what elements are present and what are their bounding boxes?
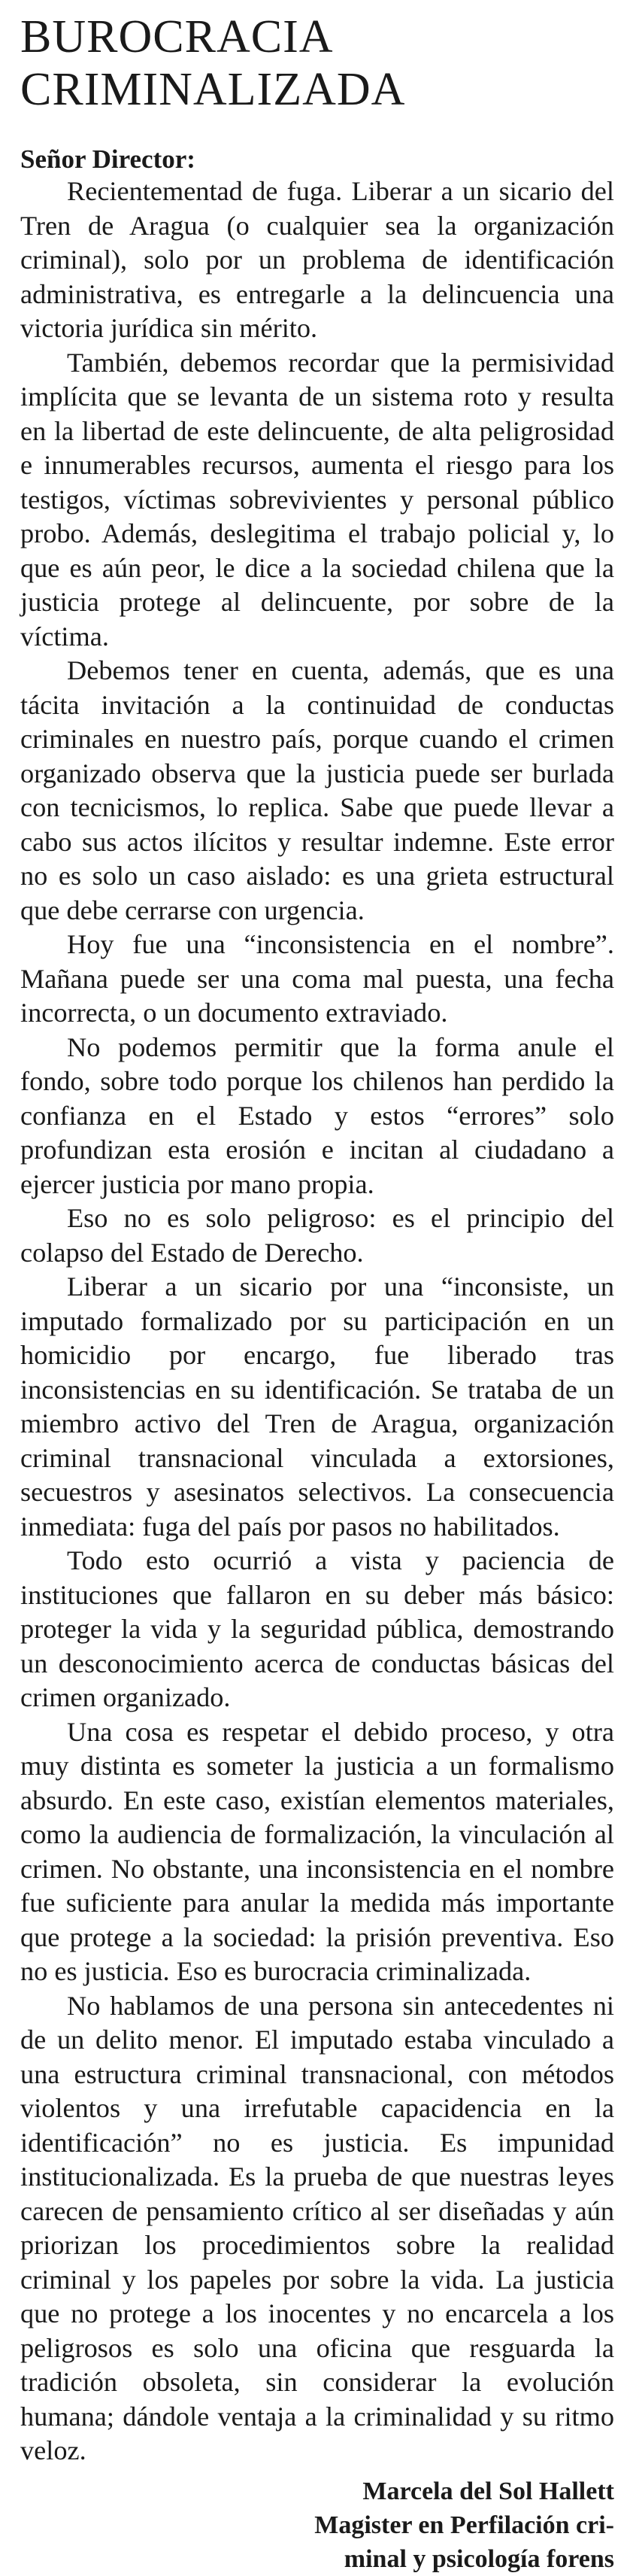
salutation: Señor Director: (20, 144, 195, 174)
headline-line-1: BUROCRACIA (20, 11, 334, 62)
paragraph: No hablamos de una persona sin antecedentes ni de un delito menor. El imputado estaba vinculado a una estructura criminal transnacional, con métodos violentos y una irrefutable capacidencia en la identificación” no es justicia. Es impunidad institucionalizada. Es la prueba de que nuestras leyes carecen de pensamiento crítico al ser diseñadas y aún priorizan los procedimientos sobre la realidad criminal y los papeles por sobre la vida. La justicia que no protege a los inocentes y no encarcela a los peligrosos es solo una oficina que resguarda la tradición obsoleta, sin considerar la evolución humana; dándole ventaja a la criminalidad y su ritmo veloz. (20, 1990, 614, 2465)
letter-article (20, 11, 614, 2576)
headline-line-2: CRIMINALIZADA (20, 64, 406, 115)
headline (20, 11, 614, 116)
paragraph: No podemos permitir que la forma anule el fondo, sobre todo porque los chilenos han perdido la confianza en el Estado y estos “errores” solo profundizan esta erosión e incitan al ciudadano a ejercer justicia por mano propia. (20, 1031, 614, 1199)
paragraph: Debemos tener en cuenta, además, que es una tácita invitación a la continuidad de conductas criminales en nuestro país, porque cuando el crimen organizado observa que la justicia puede ser burlada con tecnicismos, lo replica. Sabe que puede llevar a cabo sus actos ilícitos y resultar indemne. Este error no es solo un caso aislado: es una grieta estructural que debe cerrarse con urgencia. (20, 655, 614, 925)
paragraph: Todo esto ocurrió a vista y paciencia de instituciones que fallaron en su deber más básico: proteger la vida y la seguridad pública, demostrando un desconocimiento acerca de conductas básicas del crimen organizado. (20, 1545, 614, 1712)
author-title-line-2: minal y psicología forens (344, 2544, 614, 2573)
paragraph: Recientementad de fuga. Liberar a un sicario del Tren de Aragua (o cualquier sea la organización criminal), solo por un problema de identificación administrativa, es entregarle a la delincuencia una victoria jurídica sin mérito. (20, 176, 614, 343)
paragraph: Hoy fue una “inconsistencia en el nombre”. Mañana puede ser una coma mal puesta, una fecha incorrecta, o un documento extraviado. (20, 929, 614, 1028)
letter-body (20, 175, 614, 2468)
paragraph: También, debemos recordar que la permisividad implícita que se levanta de un sistema roto y resulta en la libertad de este delincuente, de alta peligrosidad e innumerables recursos, aumenta el riesgo para los testigos, víctimas sobrevivientes y personal público probo. Además, deslegitima el trabajo policial y, lo que es aún peor, le dice a la sociedad chilena que la justicia protege al delincuente, por sobre de la víctima. (20, 347, 614, 652)
paragraph: Eso no es solo peligroso: es el principio del colapso del Estado de Derecho. (20, 1203, 614, 1268)
author-name: Marcela del Sol Hallett (362, 2477, 614, 2505)
signature-block (20, 2474, 614, 2576)
paragraph: Liberar a un sicario por una “inconsiste, un imputado formalizado por su participación en un homicidio por encargo, fue liberado tras inconsistencias en su identificación. Se trataba de un miembro activo del Tren de Aragua, organización criminal transnacional vinculada a extorsiones, secuestros y asesinatos selectivos. La consecuencia inmediata: fuga del país por pasos no habilitados. (20, 1271, 614, 1542)
paragraph: Una cosa es respetar el debido proceso, y otra muy distinta es someter la justicia a un formalismo absurdo. En este caso, existían elementos materiales, como la audiencia de formalización, la vinculación al crimen. No obstante, una inconsistencia en el nombre fue suficiente para anular la medida más importante que protege a la sociedad: la prisión preventiva. Eso no es justicia. Eso es burocracia criminalizada. (20, 1716, 614, 1986)
author-title-line-1: Magister en Perfilación cri- (314, 2511, 614, 2539)
